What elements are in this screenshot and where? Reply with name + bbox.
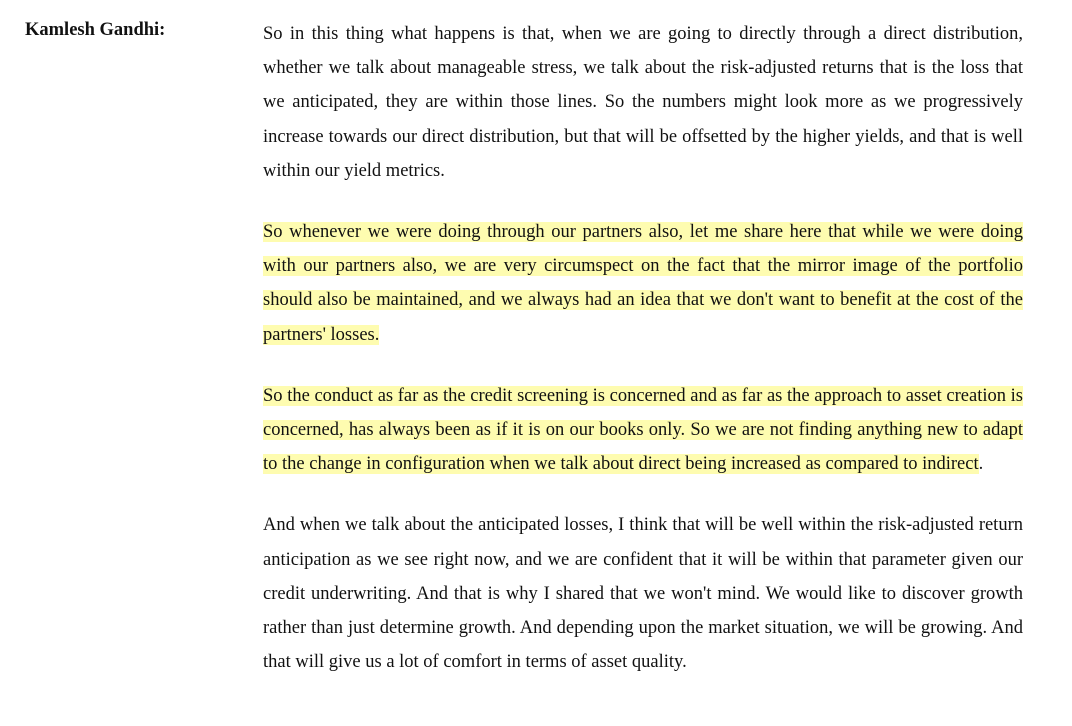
transcript-body	[263, 17, 1023, 679]
paragraph-3	[263, 379, 1023, 482]
speaker-name: Kamlesh Gandhi:	[25, 20, 166, 40]
paragraph-2	[263, 215, 1023, 352]
paragraph-4: And when we talk about the anticipated losses, I think that will be well within the risk-adjusted return anticipation as we see right now, and we are confident that it will be within that parameter given our credit underwriting. And that is why I shared that we won't mind. We would like to discover growth rather than just determine growth. And depending upon the market situation, we will be growing. And that will give us a lot of comfort in terms of asset quality.	[263, 515, 1023, 673]
highlighted-text: So whenever we were doing through our partners also, let me share here that while we were doing with our partners also, we are very circumspect on the fact that the mirror image of the portfolio should also be maintained, and we always had an idea that we don't want to benefit at the cost of the partners' losses.	[263, 222, 1023, 345]
highlighted-text: So the conduct as far as the credit screening is concerned and as far as the approach to asset creation is concerned, has always been as if it is on our books only. So we are not finding anything new to adapt to the change in configuration when we talk about direct being increased as compared to indirect	[263, 385, 1023, 475]
paragraph-tail: .	[978, 454, 984, 475]
paragraph-1: So in this thing what happens is that, when we are going to directly through a direct distribution, whether we talk about manageable stress, we talk about the risk-adjusted returns that is the loss that we anticipated, they are within those lines. So the numbers might look more as we progressively increase towards our direct distribution, but that will be offsetted by the higher yields, and that is well within our yield metrics.	[263, 24, 1023, 181]
